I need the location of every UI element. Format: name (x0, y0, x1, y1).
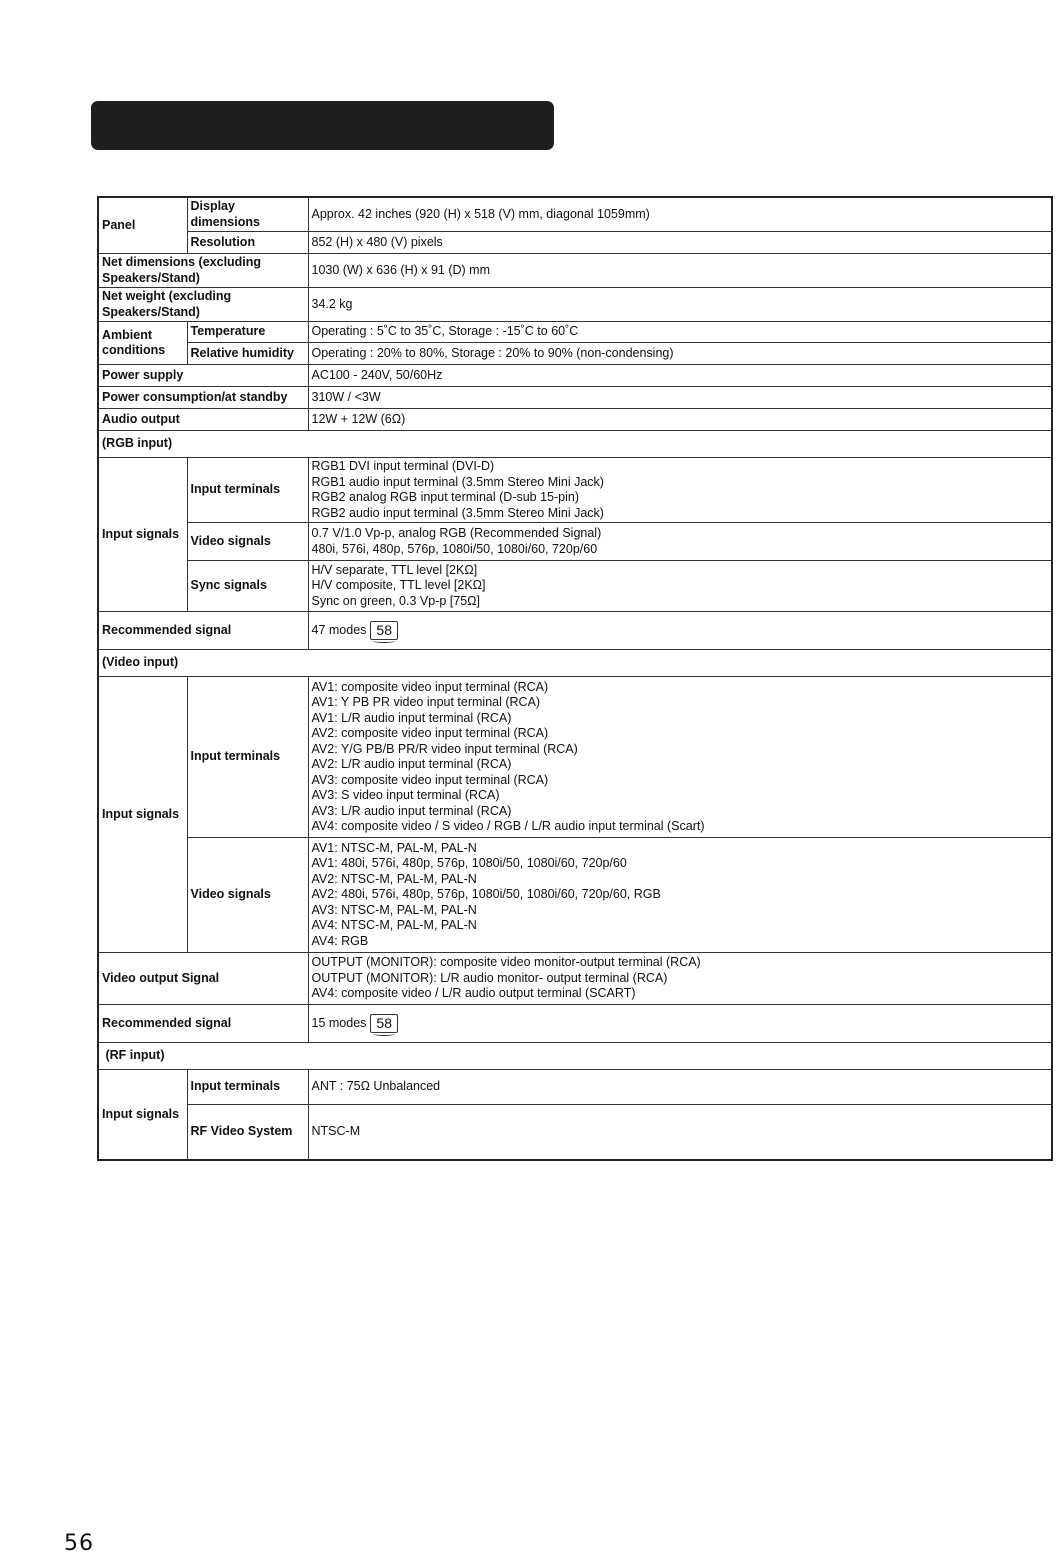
table-row (98, 288, 1052, 322)
sub-label-rf-input-terminals: Input terminals (187, 1070, 308, 1105)
value-power-supply: AC100 - 240V, 50/60Hz (308, 365, 1052, 387)
sub-label-humidity: Relative humidity (187, 343, 308, 365)
table-row (98, 1105, 1052, 1160)
table-row (98, 197, 1052, 232)
table-row (98, 343, 1052, 365)
text-line: AV1: NTSC-M, PAL-M, PAL-N (311, 840, 477, 855)
section-header-video: (Video input) (98, 650, 1052, 677)
value-net-weight: 34.2 kg (308, 288, 1052, 322)
row-label-rgb-input-signals: Input signals (98, 458, 187, 612)
text-line: AV3: L/R audio input terminal (RCA) (311, 803, 512, 818)
row-label-audio-output: Audio output (98, 409, 308, 431)
row-label-video-input-signals: Input signals (98, 677, 187, 953)
value-video-recommended (308, 1005, 1052, 1043)
table-row (98, 838, 1052, 953)
table-row (98, 1005, 1052, 1043)
text-line: H/V composite, TTL level [2KΩ] (311, 578, 486, 593)
text-line: AV2: NTSC-M, PAL-M, PAL-N (311, 871, 477, 886)
value-power-consumption: 310W / <3W (308, 387, 1052, 409)
table-row (98, 523, 1052, 561)
value-rgb-video-signals (308, 523, 1052, 561)
value-display-dimensions: Approx. 42 inches (920 (H) x 518 (V) mm, diagonal 1059mm) (308, 197, 1052, 232)
row-label-power-consumption: Power consumption/at standby (98, 387, 308, 409)
value-rgb-input-terminals (308, 458, 1052, 523)
sub-label-resolution: Resolution (187, 232, 308, 254)
page-reference-book-icon: 58 (370, 621, 398, 640)
sub-label-rgb-input-terminals: Input terminals (187, 458, 308, 523)
table-row (98, 431, 1052, 458)
row-label-rgb-recommended: Recommended signal (98, 612, 308, 650)
row-label-video-recommended: Recommended signal (98, 1005, 308, 1043)
table-row (98, 612, 1052, 650)
row-label-net-dimensions: Net dimensions (excluding Speakers/Stand) (98, 254, 308, 288)
sub-label-temperature: Temperature (187, 322, 308, 343)
text-line: RGB2 audio input terminal (3.5mm Stereo Mini Jack) (311, 505, 604, 520)
text-line: 480i, 576i, 480p, 576p, 1080i/50, 1080i/60, 720p/60 (311, 541, 598, 556)
text-line: 0.7 V/1.0 Vp-p, analog RGB (Recommended Signal) (311, 526, 602, 540)
table-row (98, 1070, 1052, 1105)
text-line: AV3: NTSC-M, PAL-M, PAL-N (311, 902, 477, 917)
recommended-modes-text: 15 modes (311, 1015, 367, 1030)
row-label-net-weight: Net weight (excluding Speakers/Stand) (98, 288, 308, 322)
section-header-rf (98, 1043, 1052, 1070)
table-row (98, 561, 1052, 612)
text-line: AV2: L/R audio input terminal (RCA) (311, 757, 512, 771)
page-number: 56 (64, 1531, 94, 1556)
value-video-output (308, 953, 1052, 1005)
table-row (98, 232, 1052, 254)
text-line: AV4: composite video / S video / RGB / L/R audio input terminal (Scart) (311, 819, 705, 833)
page-reference-book-icon: 58 (370, 1014, 398, 1033)
text-line: AV2: composite video input terminal (RCA) (311, 726, 549, 740)
value-rgb-sync-signals (308, 561, 1052, 612)
value-resolution: 852 (H) x 480 (V) pixels (308, 232, 1052, 254)
table-row (98, 458, 1052, 523)
value-audio-output: 12W + 12W (6Ω) (308, 409, 1052, 431)
sub-label-display-dimensions: Display dimensions (187, 197, 308, 232)
table-row (98, 650, 1052, 677)
text-line: OUTPUT (MONITOR): composite video monitor-output terminal (RCA) (311, 955, 701, 970)
sub-label-rgb-video-signals: Video signals (187, 523, 308, 561)
text-line: AV4: RGB (311, 933, 369, 948)
table-row (98, 387, 1052, 409)
text-line: Sync on green, 0.3 Vp-p [75Ω] (311, 593, 480, 608)
section-title-bar (91, 101, 554, 150)
text-line: H/V separate, TTL level [2KΩ] (311, 562, 478, 577)
sub-label-rgb-sync-signals: Sync signals (187, 561, 308, 612)
value-rgb-recommended (308, 612, 1052, 650)
table-row (98, 322, 1052, 343)
sub-label-video-input-terminals: Input terminals (187, 677, 308, 838)
value-humidity: Operating : 20% to 80%, Storage : 20% to 90% (non-condensing) (308, 343, 1052, 365)
text-line: RGB1 audio input terminal (3.5mm Stereo Mini Jack) (311, 474, 604, 489)
row-label-ambient: Ambient conditions (98, 322, 187, 365)
text-line: AV2: 480i, 576i, 480p, 576p, 1080i/50, 1080i/60, 720p/60, RGB (311, 887, 661, 902)
text-line: AV2: Y/G PB/B PR/R video input terminal (RCA) (311, 741, 578, 756)
table-row (98, 677, 1052, 838)
text-line: AV3: composite video input terminal (RCA) (311, 772, 549, 787)
row-label-power-supply: Power supply (98, 365, 308, 387)
recommended-modes-text: 47 modes (311, 622, 367, 637)
text-line: RGB2 analog RGB input terminal (D-sub 15-pin) (311, 490, 579, 504)
sub-label-rf-video-system: RF Video System (187, 1105, 308, 1160)
section-header-rf-text: (RF input) (105, 1048, 165, 1063)
text-line: RGB1 DVI input terminal (DVI-D) (311, 459, 495, 473)
value-video-input-terminals (308, 677, 1052, 838)
table-row (98, 953, 1052, 1005)
row-label-rf-input-signals: Input signals (98, 1070, 187, 1160)
table-row (98, 254, 1052, 288)
text-line: AV3: S video input terminal (RCA) (311, 788, 500, 802)
table-row (98, 1043, 1052, 1070)
text-line: AV1: composite video input terminal (RCA) (311, 679, 549, 694)
text-line: AV1: Y PB PR video input terminal (RCA) (311, 695, 541, 709)
sub-label-video-signals: Video signals (187, 838, 308, 953)
text-line: AV4: composite video / L/R audio output terminal (SCART) (311, 986, 636, 1001)
text-line: AV1: 480i, 576i, 480p, 576p, 1080i/50, 1080i/60, 720p/60 (311, 856, 627, 871)
text-line: OUTPUT (MONITOR): L/R audio monitor- output terminal (RCA) (311, 970, 668, 985)
value-rf-input-terminals: ANT : 75Ω Unbalanced (308, 1070, 1052, 1105)
value-temperature: Operating : 5˚C to 35˚C, Storage : -15˚C to 60˚C (308, 322, 1052, 343)
section-header-rgb: (RGB input) (98, 431, 1052, 458)
value-rf-video-system: NTSC-M (308, 1105, 1052, 1160)
row-label-video-output: Video output Signal (98, 953, 308, 1005)
table-row (98, 409, 1052, 431)
text-line: AV1: L/R audio input terminal (RCA) (311, 710, 512, 725)
text-line: AV4: NTSC-M, PAL-M, PAL-N (311, 918, 477, 933)
value-net-dimensions: 1030 (W) x 636 (H) x 91 (D) mm (308, 254, 1052, 288)
row-label-panel: Panel (98, 197, 187, 254)
value-video-signals (308, 838, 1052, 953)
table-row (98, 365, 1052, 387)
specifications-table (97, 196, 1053, 1161)
